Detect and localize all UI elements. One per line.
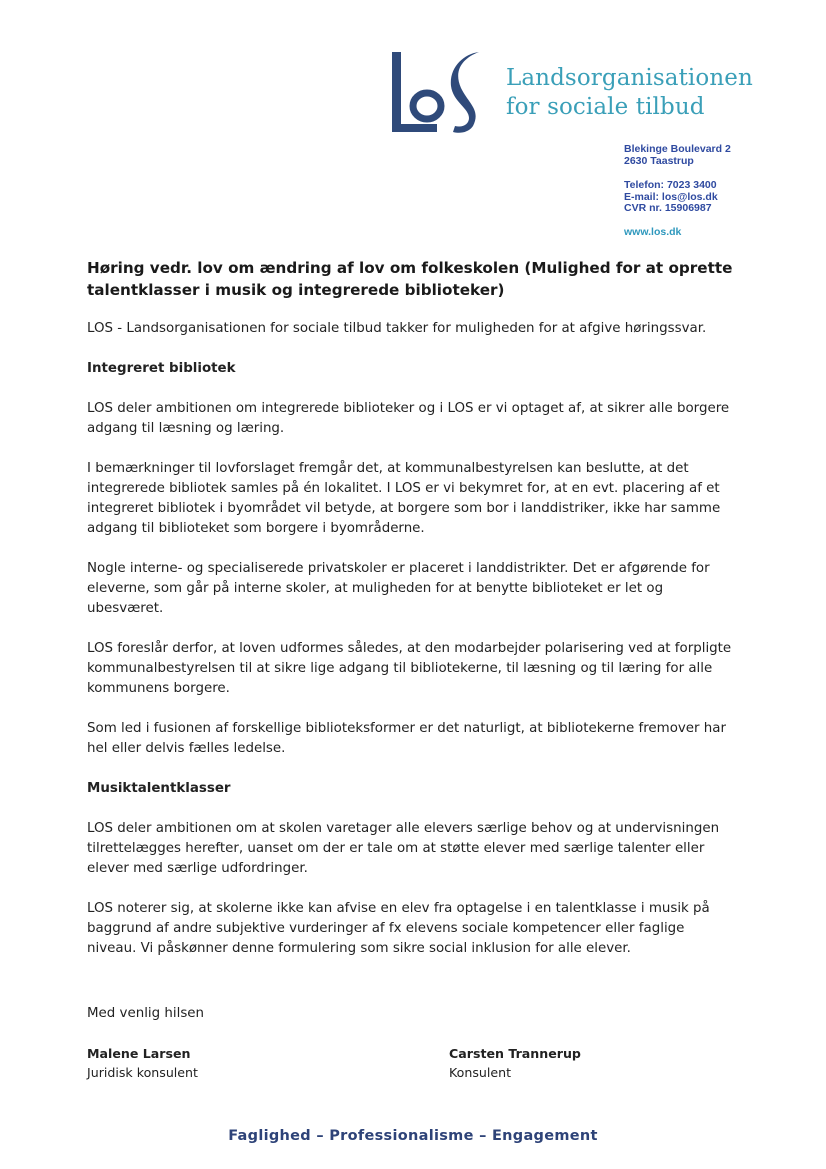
address-line2: 2630 Taastrup	[624, 154, 694, 167]
address-line1: Blekinge Boulevard 2	[624, 143, 731, 155]
signatory-role: Konsulent	[449, 1065, 512, 1080]
organisation-name-line2: for sociale tilbud	[506, 94, 705, 120]
paragraph: LOS noterer sig, at skolerne ikke kan afvise en elev fra optagelse i en talentklasse i musik på baggrund af andre subjektive vurderinger af fx elevens sociale kompetencer eller faglige niveau. Vi påskønner denne formulering som sikre social inklusion for alle elever.	[87, 901, 710, 956]
section-heading-integrated-library: Integreret bibliotek	[87, 361, 236, 376]
paragraph: LOS deler ambitionen om integrerede biblioteker og i LOS er vi optaget af, at sikrer alle borgere adgang til læsning og læring.	[87, 401, 730, 436]
closing-greeting: Med venlig hilsen	[87, 1006, 205, 1021]
signatory-name: Carsten Trannerup	[449, 1046, 581, 1061]
cvr: CVR nr. 15906987	[624, 202, 712, 214]
paragraph: LOS deler ambitionen om at skolen varetager alle elevers særlige behov og at undervisningen tilrettelægges herefter, uanset om der er tale om at støtte elever med særlige talenter eller elever med særlige udfordringer.	[87, 821, 720, 876]
contact-block	[624, 144, 731, 238]
letter-body	[87, 257, 737, 979]
section-heading-music-talent: Musiktalentklasser	[87, 781, 231, 796]
signatory-name: Malene Larsen	[87, 1046, 191, 1061]
intro-paragraph: LOS - Landsorganisationen for sociale tilbud takker for muligheden for at afgive høringssvar.	[87, 321, 707, 336]
organisation-name-line1: Landsorganisationen	[506, 65, 753, 91]
signature-block	[449, 1044, 581, 1082]
logo-letter-s	[451, 52, 479, 133]
email: E-mail: los@los.dk	[624, 190, 718, 203]
footer-tagline: Faglighed – Professionalisme – Engagement	[228, 1128, 598, 1144]
website-link[interactable]: www.los.dk	[624, 225, 682, 238]
signature-block	[87, 1044, 198, 1082]
paragraph: LOS foreslår derfor, at loven udformes således, at den modarbejder polarisering ved at forpligte kommunalbestyrelsen til at sikre lige adgang til bibliotekerne, til læsning og til læring for alle kommunens borgere.	[87, 641, 732, 696]
paragraph: Nogle interne- og specialiserede privatskoler er placeret i landdistrikter. Det er afgørende for eleverne, som går på interne skoler, at muligheden for at benytte biblioteket er let og ubesværet.	[87, 561, 710, 616]
logo-letter-o	[413, 93, 441, 119]
phone: Telefon: 7023 3400	[624, 179, 717, 191]
paragraph: Som led i fusionen af forskellige biblioteksformer er det naturligt, at bibliotekerne fremover har hel eller delvis fælles ledelse.	[87, 721, 727, 756]
paragraph: I bemærkninger til lovforslaget fremgår det, at kommunalbestyrelsen kan beslutte, at det integrerede bibliotek samles på én lokalitet. I LOS er vi bekymret for, at en evt. placering af et integreret bibliotek i byområdet vil betyde, at borgere som bor i landdistriker, ikke har samme adgang til biblioteket som borgere i byområderne.	[87, 461, 721, 536]
los-logo	[387, 48, 491, 134]
signatory-role: Juridisk konsulent	[87, 1065, 198, 1080]
organisation-name	[506, 64, 753, 122]
letter-title: Høring vedr. lov om ændring af lov om folkeskolen (Mulighed for at oprette talentklasser i musik og integrerede biblioteker)	[87, 259, 733, 299]
